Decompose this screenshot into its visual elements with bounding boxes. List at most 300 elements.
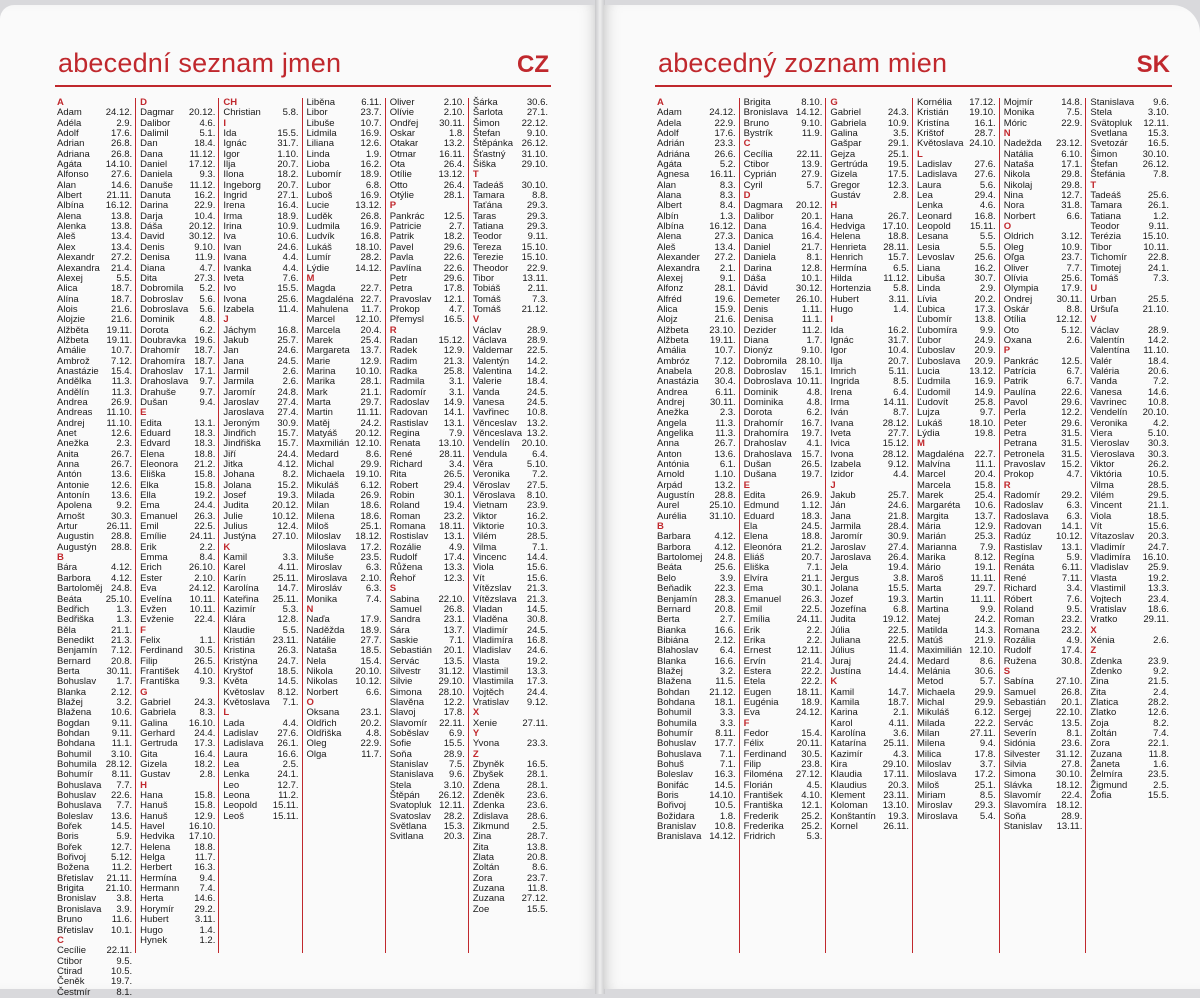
name-day-date: 18.4.: [1147, 355, 1170, 367]
name-label: Valéria: [1090, 365, 1120, 377]
letter-label: M: [917, 438, 925, 450]
name-label: Drahoslava: [140, 376, 189, 388]
name-day-date: 10.11.: [189, 603, 216, 615]
name-label: Vendelín: [472, 438, 510, 450]
name-day-date: 7.5.: [449, 759, 465, 770]
name-label: Angela: [657, 417, 687, 429]
name-label: Hana: [830, 210, 854, 222]
name-label: Tomáš: [472, 293, 501, 305]
name-entry: [744, 832, 823, 842]
name-label: Slavoj: [389, 707, 416, 719]
name-label: Berta: [657, 614, 680, 626]
name-day-date: 23.2.: [1061, 614, 1083, 626]
letter-label: H: [830, 200, 838, 212]
name-day-date: 16.8.: [277, 324, 299, 336]
name-day-date: 19.10.: [355, 469, 382, 481]
name-label: Ctirad: [57, 965, 83, 977]
name-day-date: 11.1.: [111, 738, 133, 750]
name-day-date: 5.10.: [526, 459, 549, 471]
name-day-date: 28.2.: [360, 252, 382, 264]
name-day-date: 23.3.: [526, 738, 549, 750]
name-label: Barbora: [657, 541, 691, 553]
name-label: Vanda: [472, 386, 500, 398]
name-day-date: 26.4.: [887, 552, 910, 564]
name-label: Vieroslav: [1090, 438, 1130, 450]
name-label: Matyáš: [306, 428, 338, 439]
name-label: Samuel: [389, 603, 422, 615]
name-day-date: 26.9.: [360, 490, 382, 502]
name-label: Amálie: [57, 345, 87, 357]
name-day-date: 20.2.: [974, 293, 996, 305]
name-label: Vladěna: [472, 614, 508, 626]
name-day-date: 12.7.: [277, 779, 299, 791]
name-day-date: 12.11.: [439, 800, 465, 812]
name-day-date: 23.10.: [709, 324, 736, 336]
name-label: Patricie: [389, 221, 422, 233]
name-entry: [223, 305, 298, 315]
name-label: Valdemar: [472, 345, 513, 357]
name-label: Nataša: [1003, 159, 1034, 171]
name-label: Matej: [917, 614, 941, 626]
name-day-date: 11.11.: [970, 572, 996, 584]
name-day-date: 18.12.: [355, 531, 382, 543]
name-label: Rozália: [1003, 634, 1036, 646]
name-day-date: 5.8.: [282, 107, 299, 119]
name-label: Emília: [743, 614, 771, 626]
name-day-date: 7.4.: [365, 593, 382, 605]
name-label: Gizela: [830, 169, 858, 181]
name-label: Bartolomej: [657, 552, 703, 564]
name-day-date: 6.1.: [719, 459, 736, 471]
name-label: Justýna: [223, 531, 257, 543]
name-label: Viktória: [1090, 469, 1122, 481]
name-label: Gizela: [140, 759, 168, 770]
name-day-date: 27.12.: [795, 769, 823, 781]
name-day-date: 17.5.: [887, 169, 910, 181]
name-label: Elena: [743, 531, 768, 543]
name-label: Ružena: [1003, 655, 1037, 667]
name-day-date: 2.6.: [282, 365, 299, 377]
name-day-date: 28.9.: [526, 334, 549, 346]
name-label: Adolf: [657, 128, 679, 140]
name-label: Perla: [1003, 407, 1026, 419]
name-day-date: 6.3.: [1066, 510, 1083, 522]
name-label: Lýdia: [917, 428, 940, 439]
name-day-date: 2.2.: [806, 624, 823, 636]
name-day-date: 21.1.: [111, 624, 133, 636]
name-label: Roland: [389, 500, 420, 512]
name-label: Vendula: [472, 448, 508, 460]
name-day-date: 6.9.: [449, 727, 465, 739]
name-day-date: 17.1.: [194, 365, 216, 377]
name-day-date: 29.6.: [1061, 417, 1083, 429]
name-label: Zdenka: [472, 800, 505, 812]
name-label: Zikmund: [472, 821, 510, 833]
name-day-date: 1.11.: [801, 303, 823, 315]
name-label: Gabriel: [830, 107, 861, 119]
name-label: Iveta: [830, 428, 851, 439]
letter-label: G: [830, 97, 838, 108]
name-entry: [473, 584, 548, 594]
name-day-date: 12.5.: [443, 210, 465, 222]
name-entry: [307, 750, 382, 760]
name-label: Libuše: [306, 117, 335, 129]
name-entry: [917, 812, 996, 822]
name-label: Radúz: [1003, 531, 1032, 543]
name-day-date: 16.6.: [714, 655, 736, 667]
name-label: Jan: [223, 345, 239, 357]
name-day-date: 27.4.: [277, 407, 299, 419]
name-day-date: 16.8.: [526, 634, 549, 646]
name-label: Eva: [140, 583, 157, 595]
name-label: Vanda: [1090, 376, 1118, 388]
name-label: Boris: [657, 790, 679, 802]
name-label: Dalimil: [140, 128, 169, 140]
name-day-date: 10.6.: [277, 231, 299, 243]
name-label: Svetozár: [1090, 138, 1128, 150]
name-label: Tobiáš: [472, 283, 501, 295]
name-label: Benjamín: [57, 645, 98, 657]
name-day-date: 31.5.: [1061, 438, 1083, 450]
name-day-date: 19.3.: [887, 593, 910, 605]
name-label: Bohdana: [57, 738, 96, 750]
name-label: Blažena: [657, 676, 692, 688]
name-label: Slávka: [1003, 779, 1033, 791]
name-day-date: 16.3.: [714, 769, 736, 781]
name-label: Alojzie: [57, 314, 85, 326]
name-label: Herbert: [140, 862, 172, 874]
name-label: Naďa: [306, 614, 330, 626]
name-day-date: 27.12.: [521, 893, 549, 905]
name-day-date: 13.8.: [111, 210, 133, 222]
name-day-date: 6.2.: [806, 407, 823, 419]
name-day-date: 11.10.: [106, 407, 133, 419]
name-day-date: 18.1.: [714, 696, 736, 708]
name-label: Albert: [657, 200, 682, 212]
name-day-date: 18.12.: [1055, 779, 1083, 791]
name-day-date: 15.11.: [969, 221, 996, 233]
name-label: Lukáš: [917, 417, 943, 429]
name-day-date: 29.8.: [1061, 169, 1083, 181]
name-day-date: 25.4.: [360, 334, 382, 346]
name-day-date: 1.7.: [806, 334, 823, 346]
name-label: Dana: [743, 221, 767, 233]
name-day-date: 9.3.: [199, 676, 216, 688]
name-label: Rastislav: [1003, 541, 1043, 553]
name-day-date: 7.8.: [1153, 169, 1170, 181]
name-label: Dalibor: [743, 210, 774, 222]
name-label: Darja: [140, 210, 163, 222]
name-label: Blažej: [57, 696, 83, 708]
name-label: Taras: [472, 210, 497, 222]
name-day-date: 26.6.: [714, 148, 736, 160]
name-day-date: 15.3.: [443, 821, 465, 833]
name-day-date: 18.10.: [355, 241, 382, 253]
name-label: Hortenzia: [830, 283, 872, 295]
name-label: Alfréd: [657, 293, 682, 305]
name-day-date: 29.10.: [521, 159, 549, 171]
name-day-date: 20.6.: [1147, 365, 1170, 377]
name-label: Bohumír: [657, 727, 693, 739]
name-day-date: 27.10.: [1055, 676, 1083, 688]
name-entry: [473, 646, 548, 656]
name-day-date: 19.3.: [277, 490, 299, 502]
name-label: Norbert: [306, 686, 339, 698]
name-day-date: 7.1.: [806, 562, 823, 574]
name-day-date: 12.9.: [194, 810, 216, 822]
name-day-date: 11.3.: [111, 386, 133, 398]
name-day-date: 2.5.: [1153, 779, 1170, 791]
name-label: Čestmír: [57, 986, 91, 998]
name-day-date: 4.4.: [282, 252, 299, 264]
name-day-date: 12.5.: [1061, 355, 1083, 367]
name-entry: [657, 512, 736, 522]
name-label: Žaneta: [1090, 759, 1120, 770]
name-day-date: 28.1.: [526, 779, 549, 791]
name-entry: [307, 584, 382, 594]
name-label: Františka: [140, 676, 180, 688]
name-day-date: 24.11.: [796, 614, 823, 626]
name-day-date: 15.5.: [277, 283, 299, 295]
name-label: Karolína: [830, 727, 866, 739]
name-day-date: 31.8.: [1061, 200, 1083, 212]
name-label: Nora: [1003, 200, 1025, 212]
name-entry: [140, 915, 215, 925]
name-label: Sandra: [389, 614, 421, 626]
name-label: Vladimíra: [1090, 552, 1131, 564]
name-label: Malvína: [917, 459, 951, 471]
name-label: Simona: [1003, 769, 1036, 781]
name-label: Svätopluk: [1090, 117, 1133, 129]
name-day-date: 19.4.: [887, 562, 910, 574]
name-label: Anna: [57, 459, 80, 471]
name-day-date: 20.11.: [796, 738, 823, 750]
name-label: Prokop: [1003, 469, 1034, 481]
name-label: Félix: [743, 738, 764, 750]
name-label: Viktorie: [472, 521, 505, 533]
name-day-date: 24.1.: [1147, 262, 1170, 274]
name-label: Ivan: [223, 241, 242, 253]
name-day-date: 27.6.: [974, 169, 996, 181]
name-day-date: 30.10.: [1055, 769, 1083, 781]
name-day-date: 8.3.: [199, 707, 216, 719]
name-day-date: 26.8.: [1061, 686, 1083, 698]
name-label: Matúš: [917, 634, 943, 646]
name-day-date: 4.11.: [888, 717, 910, 729]
name-day-date: 5.7.: [806, 179, 823, 191]
name-day-date: 26.7.: [111, 459, 133, 471]
page-title: abecední seznam jmen: [58, 48, 342, 78]
letter-label: I: [830, 314, 833, 326]
name-entry: [223, 584, 298, 594]
name-label: Ilja: [223, 159, 236, 171]
name-day-date: 15.5.: [277, 128, 299, 140]
name-label: Miloslav: [917, 759, 952, 770]
name-day-date: 3.7.: [979, 759, 996, 770]
name-day-date: 1.2.: [1153, 210, 1170, 222]
name-label: Drahomír: [140, 345, 180, 357]
name-label: Klaudia: [830, 769, 863, 781]
name-label: Radomír: [389, 386, 427, 398]
name-label: Christian: [223, 107, 261, 119]
name-label: Petra: [389, 283, 413, 295]
name-label: Radovan: [389, 407, 428, 419]
name-label: Cecília: [743, 148, 773, 160]
name-label: Arnošt: [57, 510, 85, 522]
name-label: Koloman: [830, 800, 868, 812]
page-title: abecedný zoznam mien: [658, 48, 948, 78]
name-label: Ema: [140, 500, 160, 512]
name-label: Imrich: [830, 365, 857, 377]
name-day-date: 11.7.: [361, 303, 382, 315]
name-day-date: 16.9.: [360, 128, 382, 140]
name-day-date: 29.3.: [526, 221, 549, 233]
name-label: Dobromila: [140, 283, 184, 295]
name-label: Marianna: [917, 541, 957, 553]
name-label: Alois: [57, 303, 78, 315]
name-day-date: 13.10.: [882, 800, 910, 812]
name-label: Juraj: [830, 655, 851, 667]
name-label: Timotej: [1090, 262, 1122, 274]
name-label: Demeter: [743, 293, 781, 305]
name-day-date: 22.10.: [1055, 707, 1083, 719]
name-label: Břetislav: [57, 924, 94, 936]
name-label: Slavomír: [389, 717, 428, 729]
name-day-date: 10.8.: [526, 407, 549, 419]
name-day-date: 8.1.: [1066, 727, 1083, 739]
name-label: Helga: [140, 852, 165, 864]
name-day-date: 19.1.: [974, 562, 996, 574]
name-label: Marika: [917, 552, 946, 564]
name-label: Justína: [830, 665, 861, 677]
name-label: Slavěna: [389, 696, 425, 708]
name-day-date: 29.9.: [360, 459, 382, 471]
name-day-date: 7.1.: [719, 748, 736, 760]
name-day-date: 5.5.: [282, 624, 299, 636]
name-day-date: 24.9.: [974, 334, 996, 346]
name-label: Viola: [1090, 510, 1112, 522]
name-day-date: 29.5.: [1147, 490, 1170, 502]
name-day-date: 13.1.: [443, 417, 465, 429]
name-day-date: 7.9.: [449, 428, 465, 439]
name-label: Stela: [1090, 107, 1113, 119]
name-label: Aleš: [57, 231, 76, 243]
name-label: Tadeáš: [472, 179, 504, 191]
name-day-date: 18.4.: [526, 376, 549, 388]
name-day-date: 8.2.: [282, 469, 299, 481]
letter-label: L: [917, 148, 923, 160]
name-day-date: 4.12.: [714, 541, 736, 553]
name-entry: [223, 108, 298, 118]
letter-label: H: [140, 779, 148, 791]
name-entry: [657, 832, 736, 842]
right-page-header: [655, 45, 1172, 87]
name-day-date: 10.4.: [194, 210, 216, 222]
name-label: Dobroslava: [743, 376, 792, 388]
name-label: David: [140, 231, 165, 243]
name-day-date: 13.6.: [111, 469, 133, 481]
name-entry: [140, 615, 215, 625]
name-day-date: 21.1.: [1147, 500, 1170, 512]
name-label: Norbert: [1003, 210, 1036, 222]
name-day-date: 14.9.: [443, 396, 465, 408]
name-day-date: 9.2.: [1153, 665, 1170, 677]
name-day-date: 13.8.: [974, 314, 996, 326]
name-label: Alžběta: [57, 324, 89, 336]
name-day-date: 3.10.: [111, 748, 133, 760]
name-day-date: 17.2.: [360, 541, 382, 553]
name-day-date: 9.10.: [194, 241, 216, 253]
name-day-date: 17.8.: [443, 707, 465, 719]
name-day-date: 3.1.: [449, 376, 465, 388]
name-day-date: 31.10.: [521, 148, 549, 160]
name-day-date: 20.1.: [1061, 696, 1083, 708]
name-label: Judita: [830, 614, 856, 626]
name-label: Herta: [140, 893, 164, 905]
name-day-date: 4.12.: [111, 562, 133, 574]
name-day-date: 8.10.: [801, 97, 823, 108]
name-label: Martin: [917, 593, 944, 605]
name-day-date: 14.12.: [709, 831, 736, 843]
name-day-date: 21.4.: [111, 262, 133, 274]
letter-label: C: [57, 934, 64, 946]
name-label: Izidor: [830, 469, 854, 481]
name-label: Věra: [472, 459, 493, 471]
name-label: Roman: [1003, 614, 1035, 626]
name-label: Bohdan: [57, 727, 90, 739]
name-label: Dobroslava: [140, 303, 189, 315]
name-day-date: 20.12.: [188, 107, 216, 119]
name-day-date: 29.6.: [443, 272, 465, 284]
name-day-date: 14.6.: [1147, 386, 1170, 398]
name-label: Hilda: [830, 272, 852, 284]
name-day-date: 16.5.: [443, 314, 465, 326]
name-entry: [830, 646, 909, 656]
name-day-date: 23.6.: [526, 800, 549, 812]
name-entry: [307, 315, 382, 325]
name-day-date: 2.6.: [1153, 634, 1170, 646]
name-day-date: 16.11.: [709, 169, 736, 181]
name-day-date: 9.12.: [526, 696, 549, 708]
name-label: Adrian: [57, 138, 85, 150]
name-day-date: 21.6.: [111, 314, 133, 326]
name-label: Oľga: [1003, 252, 1025, 264]
name-day-date: 7.6.: [1066, 593, 1083, 605]
name-day-date: 20.7.: [801, 552, 823, 564]
name-label: Vlasta: [1090, 572, 1117, 584]
name-label: Bedřiška: [57, 614, 94, 626]
name-label: Štěpán: [389, 790, 420, 802]
name-label: Adéla: [57, 117, 82, 129]
name-label: Ladislav: [917, 159, 952, 171]
name-label: Eliška: [743, 562, 770, 574]
name-label: Ladislava: [917, 169, 958, 181]
name-label: Květoslav: [223, 686, 265, 698]
name-day-date: 12.10.: [355, 314, 382, 326]
name-label: Regína: [1003, 552, 1035, 564]
name-day-date: 16.11.: [439, 148, 465, 160]
letter-heading: [473, 315, 548, 325]
name-day-date: 10.1.: [111, 924, 133, 936]
letter-label: T: [1090, 179, 1097, 191]
name-day-date: 7.1.: [532, 541, 549, 553]
name-label: Valér: [1090, 355, 1112, 367]
name-day-date: 7.12.: [111, 355, 133, 367]
name-label: Taťána: [472, 200, 503, 212]
name-entry: [917, 139, 996, 149]
name-day-date: 2.7.: [449, 221, 465, 233]
name-label: Nadežda: [1003, 138, 1042, 150]
